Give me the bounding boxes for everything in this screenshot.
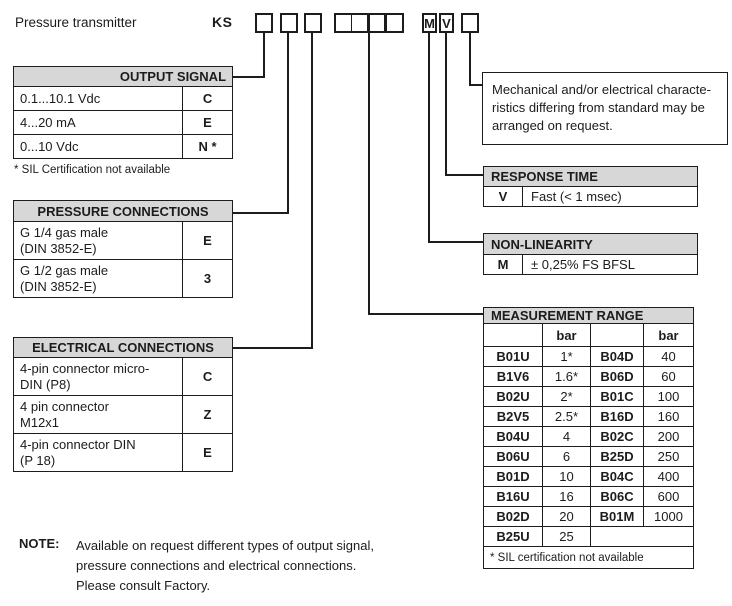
page-title: Pressure transmitter xyxy=(15,15,137,30)
option-code: V xyxy=(484,187,523,207)
option-label-line: G 1/2 gas male xyxy=(20,262,109,278)
option-label-line: 4-pin connector DIN xyxy=(20,436,136,452)
range-code: B06C xyxy=(591,487,644,507)
non-linearity-table xyxy=(483,233,698,275)
range-value: 2.5* xyxy=(543,407,591,427)
range-code: B25U xyxy=(484,527,543,547)
range-code: B1V6 xyxy=(484,367,543,387)
electrical-connections-header: ELECTRICAL CONNECTIONS xyxy=(14,338,233,358)
model-code: KS xyxy=(212,14,233,30)
range-code: B02U xyxy=(484,387,543,407)
range-code: B04U xyxy=(484,427,543,447)
option-label xyxy=(14,396,183,434)
table-row xyxy=(484,427,694,447)
table-row xyxy=(484,507,694,527)
option-label xyxy=(14,434,183,472)
table-row xyxy=(484,487,694,507)
table-row xyxy=(484,447,694,467)
code-box-group-measurement-range xyxy=(334,13,404,33)
table-row xyxy=(484,367,694,387)
range-value: 6 xyxy=(543,447,591,467)
request-note-box xyxy=(482,72,728,145)
connector-line xyxy=(287,32,289,214)
option-code: E xyxy=(183,434,233,472)
connector-line xyxy=(311,32,313,349)
range-code: B01D xyxy=(484,467,543,487)
range-value: 2* xyxy=(543,387,591,407)
connector-line xyxy=(428,32,430,243)
range-code: B06D xyxy=(591,367,644,387)
output-signal-header: OUTPUT SIGNAL xyxy=(14,67,233,87)
option-label: 0.1...10.1 Vdc xyxy=(14,87,183,111)
range-value: 400 xyxy=(644,467,694,487)
table-row xyxy=(14,396,233,434)
range-value: 100 xyxy=(644,387,694,407)
option-label-line: 4 pin connector xyxy=(20,398,109,414)
note-line: pressure connections and electrical connections. xyxy=(76,558,357,573)
note-text xyxy=(76,536,374,596)
output-signal-table xyxy=(13,66,233,159)
code-box-response-time: V xyxy=(439,13,454,33)
response-time-header: RESPONSE TIME xyxy=(484,167,698,187)
connector-line xyxy=(368,313,483,315)
range-value: 60 xyxy=(644,367,694,387)
response-time-table xyxy=(483,166,698,207)
range-code: B2V5 xyxy=(484,407,543,427)
range-code: B04C xyxy=(591,467,644,487)
connector-line xyxy=(232,76,265,78)
option-label-line: (DIN 3852-E) xyxy=(20,240,97,256)
table-row xyxy=(484,324,694,347)
option-label xyxy=(14,222,183,260)
option-label-line: M12x1 xyxy=(20,414,60,430)
range-value: 1000 xyxy=(644,507,694,527)
range-value: 16 xyxy=(543,487,591,507)
request-note-line: Mechanical and/or electrical characte- xyxy=(492,82,711,97)
sil-footnote: * SIL certification not available xyxy=(484,547,694,569)
table-row xyxy=(484,347,694,367)
option-label-line: DIN (P8) xyxy=(20,376,71,392)
table-row xyxy=(14,434,233,472)
connector-line xyxy=(445,32,447,176)
connector-line xyxy=(428,241,483,243)
table-row xyxy=(14,135,233,159)
option-label-line: (P 18) xyxy=(20,452,56,468)
table-row xyxy=(484,467,694,487)
option-code: Z xyxy=(183,396,233,434)
range-code: B04D xyxy=(591,347,644,367)
unit-cell: bar xyxy=(644,324,694,347)
range-value: 250 xyxy=(644,447,694,467)
unit-cell xyxy=(484,324,543,347)
table-row xyxy=(484,387,694,407)
table-row xyxy=(484,547,694,569)
range-code: B16D xyxy=(591,407,644,427)
range-value: 40 xyxy=(644,347,694,367)
option-code: N * xyxy=(183,135,233,159)
connector-line xyxy=(368,32,370,315)
code-box-pressure-connection xyxy=(280,13,298,33)
request-note-line: arranged on request. xyxy=(492,118,613,133)
range-value: 20 xyxy=(543,507,591,527)
table-row xyxy=(14,358,233,396)
option-code: E xyxy=(183,111,233,135)
option-code: 3 xyxy=(183,260,233,298)
range-code: B06U xyxy=(484,447,543,467)
range-value: 160 xyxy=(644,407,694,427)
option-code: C xyxy=(183,358,233,396)
non-linearity-header: NON-LINEARITY xyxy=(484,234,698,255)
table-row xyxy=(484,255,698,275)
option-label xyxy=(14,358,183,396)
range-value: 1* xyxy=(543,347,591,367)
code-cell xyxy=(351,15,367,31)
pressure-connections-header: PRESSURE CONNECTIONS xyxy=(14,201,233,222)
code-cell xyxy=(367,15,385,31)
code-box-non-linearity: M xyxy=(422,13,437,33)
option-label-line: G 1/4 gas male xyxy=(20,224,109,240)
option-label xyxy=(14,260,183,298)
empty-cell xyxy=(591,527,694,547)
range-value: 200 xyxy=(644,427,694,447)
connector-line xyxy=(445,174,483,176)
option-label-line: (DIN 3852-E) xyxy=(20,278,97,294)
electrical-connections-table xyxy=(13,337,233,472)
code-box-special-request xyxy=(461,13,479,33)
connector-line xyxy=(232,347,313,349)
table-row xyxy=(484,527,694,547)
range-value: 10 xyxy=(543,467,591,487)
range-code: B01C xyxy=(591,387,644,407)
connector-line xyxy=(263,32,265,78)
range-code: B01U xyxy=(484,347,543,367)
range-code: B02D xyxy=(484,507,543,527)
note-line: Please consult Factory. xyxy=(76,578,211,593)
option-label: 0...10 Vdc xyxy=(14,135,183,159)
option-label: 4...20 mA xyxy=(14,111,183,135)
note-label: NOTE: xyxy=(19,536,60,551)
table-row xyxy=(14,87,233,111)
range-value: 4 xyxy=(543,427,591,447)
note-line: Available on request different types of output signal, xyxy=(76,538,374,553)
option-code: C xyxy=(183,87,233,111)
table-row xyxy=(14,111,233,135)
connector-line xyxy=(469,84,483,86)
unit-cell: bar xyxy=(543,324,591,347)
range-code: B02C xyxy=(591,427,644,447)
table-row xyxy=(484,187,698,207)
table-row xyxy=(14,222,233,260)
range-code: B25D xyxy=(591,447,644,467)
code-cell xyxy=(384,15,402,31)
measurement-range-table xyxy=(483,307,694,569)
pressure-connections-table xyxy=(13,200,233,298)
request-note-line: ristics differing from standard may be xyxy=(492,100,705,115)
option-code: M xyxy=(484,255,523,275)
code-cell xyxy=(336,15,351,31)
range-value: 25 xyxy=(543,527,591,547)
range-code: B16U xyxy=(484,487,543,507)
option-label: Fast (< 1 msec) xyxy=(523,187,698,207)
option-code: E xyxy=(183,222,233,260)
code-box-output-signal xyxy=(255,13,273,33)
option-label-line: 4-pin connector micro- xyxy=(20,360,150,376)
table-row xyxy=(484,407,694,427)
connector-line xyxy=(469,32,471,86)
option-label: ± 0,25% FS BFSL xyxy=(523,255,698,275)
range-value: 1.6* xyxy=(543,367,591,387)
range-value: 600 xyxy=(644,487,694,507)
connector-line xyxy=(232,212,289,214)
sil-footnote: * SIL Certification not available xyxy=(14,164,171,176)
unit-cell xyxy=(591,324,644,347)
range-code: B01M xyxy=(591,507,644,527)
code-box-electrical-connection xyxy=(304,13,322,33)
measurement-range-header: MEASUREMENT RANGE xyxy=(484,308,694,324)
table-row xyxy=(14,260,233,298)
